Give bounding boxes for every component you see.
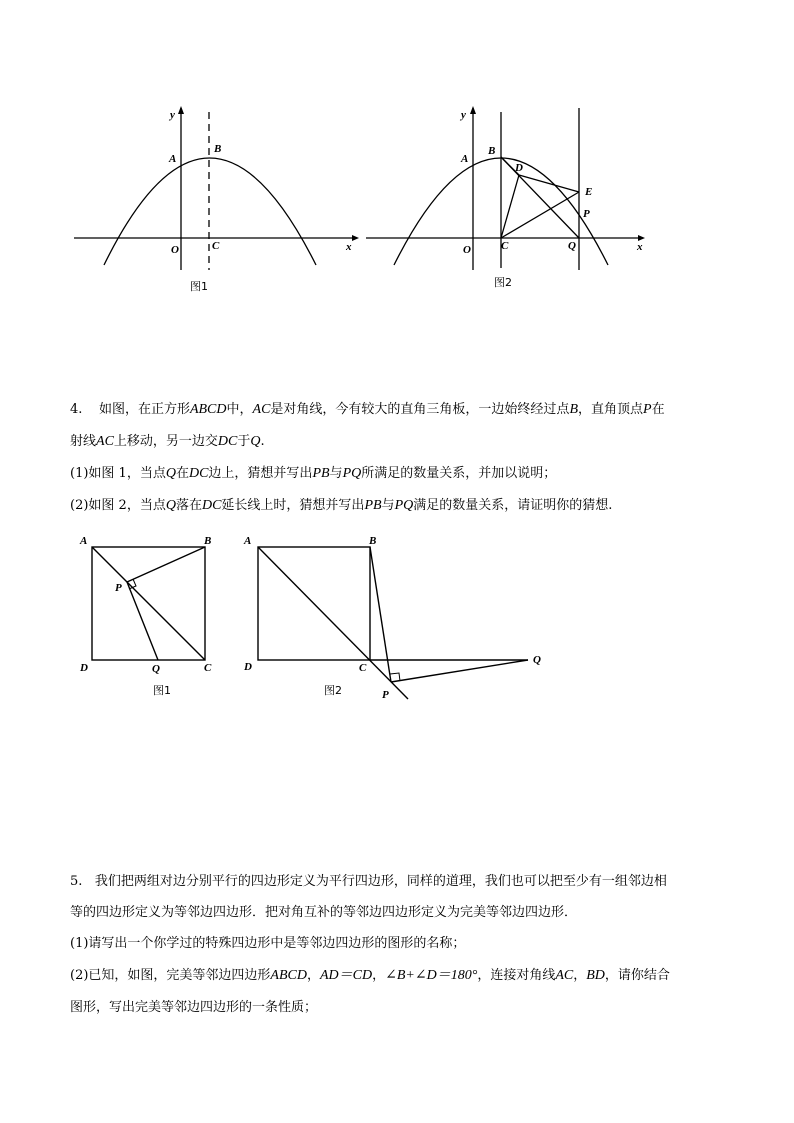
label-P: P bbox=[583, 208, 590, 220]
label-P: P bbox=[115, 582, 122, 594]
label-C: C bbox=[212, 240, 220, 252]
label-C: C bbox=[359, 662, 367, 674]
label-y: y bbox=[461, 109, 466, 121]
label-O: O bbox=[463, 244, 471, 256]
y-axis-arrow bbox=[470, 106, 476, 114]
label-B: B bbox=[204, 535, 212, 547]
parabola bbox=[104, 158, 316, 265]
label-D: D bbox=[80, 662, 88, 674]
label-A: A bbox=[244, 535, 252, 547]
problem4-line3: (1)如图 1，当点Q在DC边上，猜想并写出PB与PQ所满足的数量关系，并加以说明； bbox=[70, 466, 557, 481]
problem-number: 5. bbox=[70, 874, 83, 889]
segment-PQ bbox=[391, 660, 528, 682]
caption-p4-fig1: 图1 bbox=[153, 684, 171, 697]
segment-DE bbox=[519, 175, 579, 192]
diagonal-AC bbox=[92, 547, 205, 660]
label-Q: Q bbox=[152, 663, 160, 675]
segment-PQ bbox=[127, 582, 158, 660]
problem4-line4: (2)如图 2，当点Q落在DC延长线上时，猜想并写出PB与PQ满足的数量关系，请证明你的猜想. bbox=[70, 498, 613, 513]
problem5-line2: 等的四边形定义为等邻边四边形．把对角互补的等邻边四边形定义为完美等邻边四边形． bbox=[70, 905, 578, 920]
problem4-line2: 射线AC上移动，另一边交DC于Q. bbox=[70, 434, 265, 449]
p4-figure-2 bbox=[238, 530, 558, 705]
diagonal-AC-ray bbox=[258, 547, 408, 699]
caption-fig2: 图2 bbox=[494, 276, 512, 289]
label-C: C bbox=[501, 240, 509, 252]
label-A: A bbox=[461, 153, 469, 165]
problem5-line4: (2)已知，如图，完美等邻边四边形ABCD，AD＝CD，∠B+∠D＝180°，连接对角线AC，BD，请你结合 bbox=[70, 968, 670, 983]
label-E: E bbox=[585, 186, 593, 198]
y-axis-arrow bbox=[178, 106, 184, 114]
top-figure-1 bbox=[70, 100, 360, 300]
label-Q: Q bbox=[533, 654, 541, 666]
label-Q: Q bbox=[568, 240, 576, 252]
label-C: C bbox=[204, 662, 212, 674]
label-x: x bbox=[346, 241, 352, 253]
caption-fig1: 图1 bbox=[190, 280, 208, 293]
top-figure-2 bbox=[360, 100, 660, 300]
label-O: O bbox=[171, 244, 179, 256]
problem5-line1: 5. 我们把两组对边分别平行的四边形定义为平行四边形，同样的道理，我们也可以把至少有一组邻边相 bbox=[70, 874, 667, 889]
label-B: B bbox=[214, 143, 222, 155]
segment-BP bbox=[370, 547, 391, 682]
label-A: A bbox=[80, 535, 88, 547]
label-P: P bbox=[382, 689, 389, 701]
problem5-line3: (1)请写出一个你学过的特殊四边形中是等邻边四边形的图形的名称； bbox=[70, 936, 466, 951]
caption-p4-fig2: 图2 bbox=[324, 684, 342, 697]
label-D: D bbox=[244, 661, 252, 673]
right-angle-mark bbox=[390, 673, 400, 681]
problem4-line1: 4. 如图，在正方形ABCD中，AC是对角线，今有较大的直角三角板，一边始终经过点B，直角顶点P在 bbox=[70, 402, 665, 417]
p4-figure-1 bbox=[70, 530, 230, 705]
segment-PB bbox=[127, 547, 205, 582]
label-B: B bbox=[488, 145, 496, 157]
label-y: y bbox=[170, 109, 175, 121]
label-A: A bbox=[169, 153, 177, 165]
problem5-line5: 图形，写出完美等邻边四边形的一条性质； bbox=[70, 1000, 318, 1015]
label-B: B bbox=[369, 535, 377, 547]
problem-number: 4. bbox=[70, 402, 83, 417]
label-D: D bbox=[515, 162, 523, 174]
label-x: x bbox=[637, 241, 643, 253]
x-axis-arrow bbox=[352, 235, 359, 241]
